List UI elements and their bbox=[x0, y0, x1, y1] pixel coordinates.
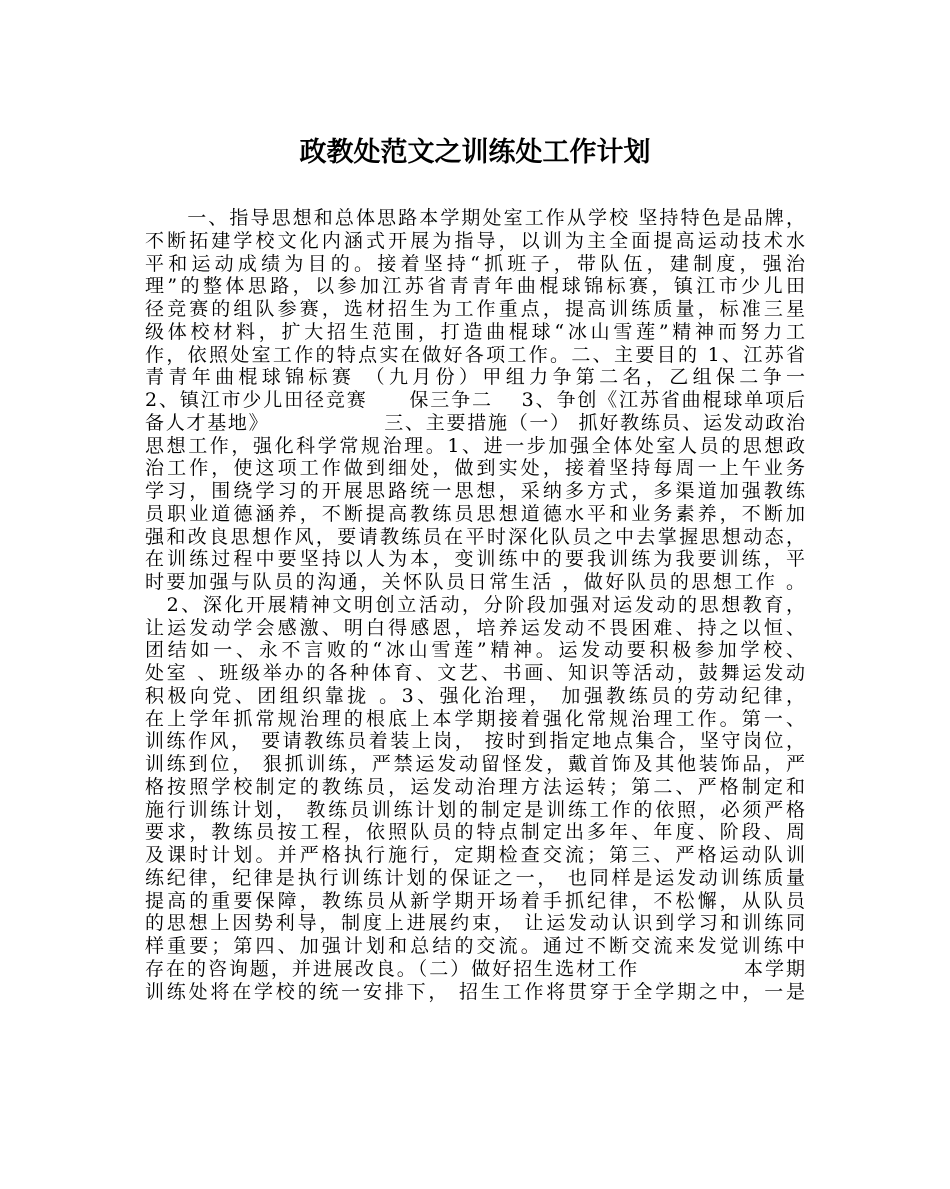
document-body bbox=[145, 207, 805, 1003]
body-line: 强和改良思想作风，要请教练员在平时深化队员之中去掌握思想动态， bbox=[145, 525, 805, 548]
body-line: 2、镇江市少儿田径竞赛 保三争二 3、争创《江苏省曲棍球单项后 bbox=[145, 389, 805, 411]
body-line: 时要加强与队员的沟通，关怀队员日常生活 ，做好队员的思想工作 。 bbox=[145, 571, 805, 593]
body-line: 2、深化开展精神文明创立活动，分阶段加强对运发动的思想教育， bbox=[145, 593, 805, 616]
body-line: 及课时计划。并严格执行施行，定期检查交流；第三、严格运动队训 bbox=[145, 844, 805, 866]
body-line: 积极向党、团组织靠拢 。3、强化治理， 加强教练员的劳动纪律， bbox=[145, 684, 805, 707]
body-line: 青青年曲棍球锦标赛 （九月份）甲组力争第二名，乙组保二争一 bbox=[145, 366, 805, 389]
body-line: 训练处将在学校的统一安排下， 招生工作将贯穿于全学期之中，一是 bbox=[145, 980, 805, 1003]
body-line: 团结如一、永不言败的“冰山雪莲”精神。运发动要积极参加学校、 bbox=[145, 639, 805, 662]
body-line: 平和运动成绩为目的。接着坚持“抓班子，带队伍，建制度，强治 bbox=[145, 252, 805, 275]
body-line: 备人才基地》 三、主要措施（一） 抓好教练员、运发动政治 bbox=[145, 411, 805, 434]
body-line: 训练到位， 狠抓训练，严禁运发动留怪发，戴首饰及其他装饰品，严 bbox=[145, 753, 805, 775]
body-line: 的思想上因势利导，制度上进展约束， 让运发动认识到学习和训练同 bbox=[145, 912, 805, 935]
body-line: 员职业道德涵养，不断提高教练员思想道德水平和业务素养，不断加 bbox=[145, 502, 805, 525]
body-line: 练纪律，纪律是执行训练计划的保证之一， 也同样是运发动训练质量 bbox=[145, 866, 805, 889]
body-line: 径竞赛的组队参赛，选材招生为工作重点，提高训练质量，标准三星 bbox=[145, 298, 805, 320]
body-line: 在训练过程中要坚持以人为本，变训练中的要我训练为我要训练，平 bbox=[145, 548, 805, 571]
body-line: 存在的咨询题，并进展改良。（二）做好招生选材工作 本学期 bbox=[145, 957, 805, 980]
body-line: 训练作风， 要请教练员着装上岗， 按时到指定地点集合，坚守岗位， bbox=[145, 730, 805, 753]
body-line: 一、指导思想和总体思路本学期处室工作从学校 坚持特色是品牌， bbox=[145, 207, 805, 229]
body-line: 在上学年抓常规治理的根底上本学期接着强化常规治理工作。第一、 bbox=[145, 707, 805, 730]
body-line: 治工作，使这项工作做到细处，做到实处，接着坚持每周一上午业务 bbox=[145, 457, 805, 480]
body-line: 让运发动学会感激、明白得感恩，培养运发动不畏困难、持之以恒、 bbox=[145, 616, 805, 639]
body-line: 施行训练计划， 教练员训练计划的制定是训练工作的依照，必须严格 bbox=[145, 798, 805, 821]
body-line: 要求，教练员按工程，依照队员的特点制定出多年、年度、阶段、周 bbox=[145, 821, 805, 844]
body-line: 格按照学校制定的教练员，运发动治理方法运转；第二、严格制定和 bbox=[145, 775, 805, 798]
document-title: 政教处范文之训练处工作计划 bbox=[299, 137, 651, 168]
body-line: 理”的整体思路，以参加江苏省青青年曲棍球锦标赛，镇江市少儿田 bbox=[145, 275, 805, 298]
body-line: 样重要；第四、加强计划和总结的交流。通过不断交流来发觉训练中 bbox=[145, 935, 805, 957]
body-line: 提高的重要保障，教练员从新学期开场着手抓纪律，不松懈，从队员 bbox=[145, 889, 805, 912]
body-line: 思想工作，强化科学常规治理。1、进一步加强全体处室人员的思想政 bbox=[145, 434, 805, 457]
body-line: 处室 、班级举办的各种体育、文艺、书画、知识等活动，鼓舞运发动 bbox=[145, 662, 805, 684]
body-line: 作，依照处室工作的特点实在做好各项工作。二、主要目的 1、江苏省 bbox=[145, 343, 805, 366]
body-line: 不断拓建学校文化内涵式开展为指导，以训为主全面提高运动技术水 bbox=[145, 229, 805, 252]
body-line: 学习，围绕学习的开展思路统一思想，采纳多方式，多渠道加强教练 bbox=[145, 480, 805, 502]
body-line: 级体校材料，扩大招生范围，打造曲棍球“冰山雪莲”精神而努力工 bbox=[145, 320, 805, 343]
